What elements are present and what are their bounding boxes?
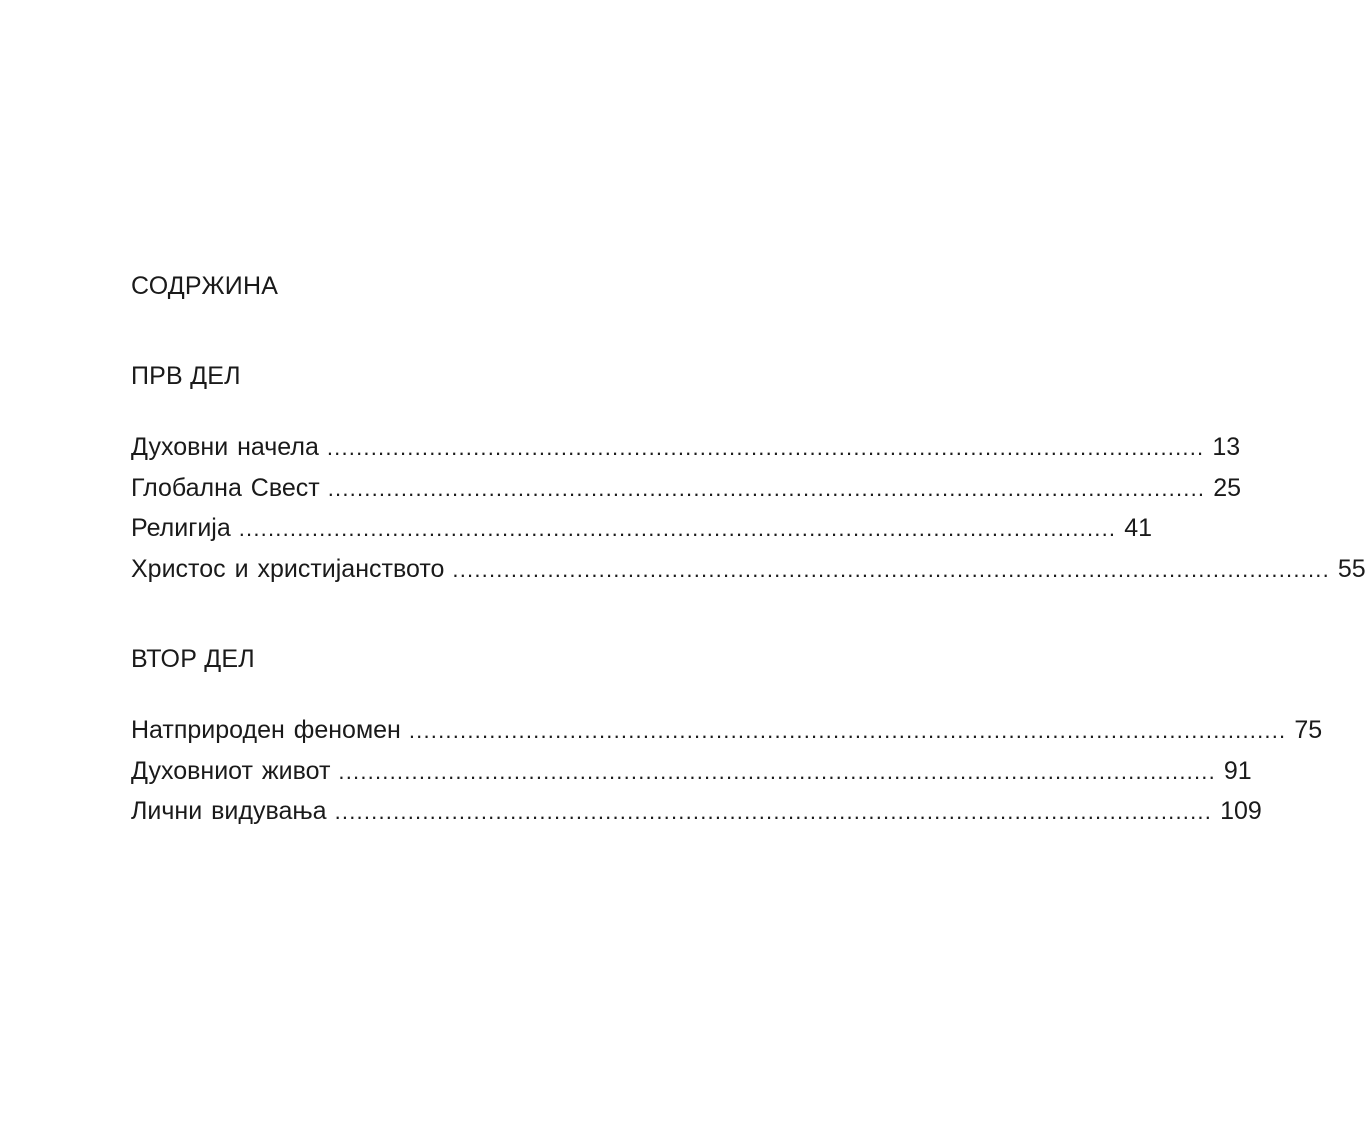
dot-leader: ........................................................................................................................ bbox=[452, 556, 1330, 582]
toc-entry-page: 75 bbox=[1294, 716, 1323, 744]
toc-entry-page: 25 bbox=[1213, 473, 1242, 502]
toc-entry-title: Духовниот живот bbox=[131, 756, 331, 785]
dot-leader: ........................................................................................................................ bbox=[338, 758, 1216, 784]
toc-entry[interactable] bbox=[131, 796, 1262, 837]
toc-entry-title: Духовни начела bbox=[131, 433, 319, 461]
toc-entry[interactable] bbox=[131, 756, 1252, 797]
toc-entry[interactable] bbox=[131, 473, 1242, 514]
toc-entry-page: 55 bbox=[1337, 554, 1366, 583]
toc-entry-title: Лични видувања bbox=[131, 797, 327, 825]
dot-leader: ........................................................................................................................ bbox=[326, 435, 1205, 460]
toc-entry-title: Христос и христијанството bbox=[131, 554, 445, 583]
contents-title: СОДРЖИНА bbox=[131, 272, 279, 300]
toc-entry[interactable] bbox=[131, 715, 1323, 756]
toc-entry-page: 109 bbox=[1220, 797, 1262, 825]
toc-entry-page: 13 bbox=[1212, 433, 1241, 461]
part-two-heading: ВТОР ДЕЛ bbox=[131, 645, 255, 673]
part-one-list bbox=[131, 432, 1366, 594]
dot-leader: ........................................................................................................................ bbox=[334, 799, 1213, 824]
toc-entry-page: 91 bbox=[1223, 756, 1252, 785]
toc-entry-page: 41 bbox=[1124, 514, 1153, 542]
toc-entry-title: Натприроден феномен bbox=[131, 716, 401, 744]
toc-entry[interactable] bbox=[131, 554, 1366, 595]
toc-entry-title: Религија bbox=[131, 514, 231, 542]
dot-leader: ........................................................................................................................ bbox=[408, 718, 1287, 743]
dot-leader: ........................................................................................................................ bbox=[327, 475, 1206, 501]
toc-entry[interactable] bbox=[131, 432, 1241, 473]
dot-leader: ........................................................................................................................ bbox=[238, 516, 1117, 541]
part-two-list bbox=[131, 715, 1323, 837]
part-one-heading: ПРВ ДЕЛ bbox=[131, 362, 241, 390]
toc-entry[interactable] bbox=[131, 513, 1153, 554]
toc-entry-title: Глобална Свест bbox=[131, 473, 320, 502]
